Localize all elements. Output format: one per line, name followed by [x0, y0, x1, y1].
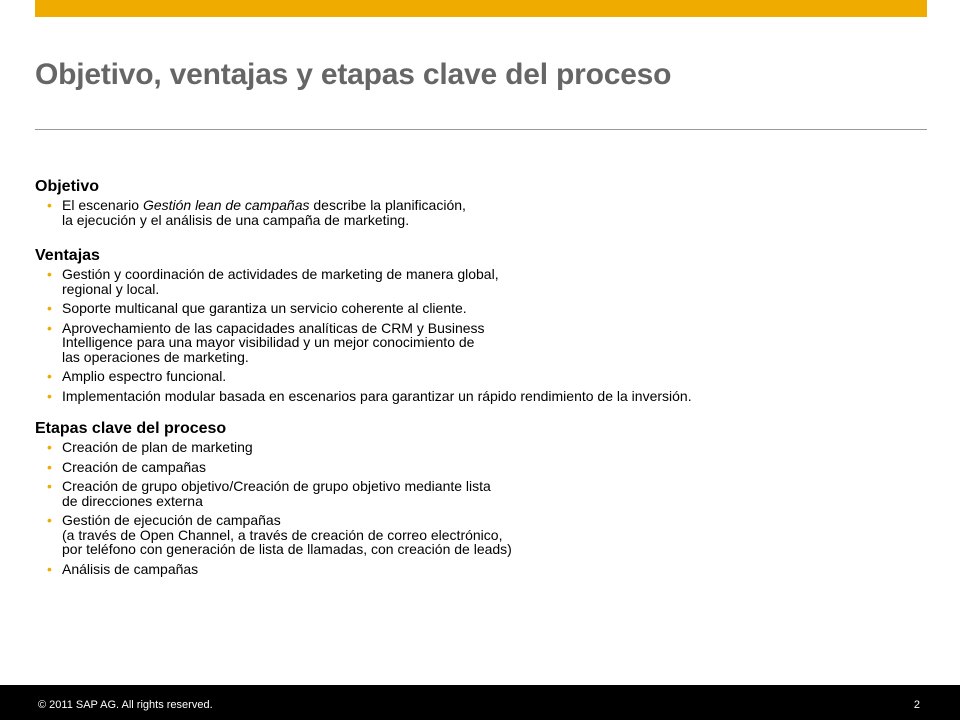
bullet-icon: • — [47, 560, 52, 577]
item-text: describe la planificación, la ejecución y el análisis de una campaña de marketing. — [62, 197, 466, 228]
list-item — [35, 479, 915, 508]
bullet-icon: • — [47, 300, 52, 316]
list-item — [35, 198, 915, 227]
bullet-list — [35, 198, 915, 227]
list-item — [35, 513, 915, 557]
item-text: Amplio espectro funcional. — [62, 368, 227, 384]
bullet-icon: • — [47, 387, 52, 404]
list-item — [35, 321, 915, 365]
item-text: Soporte multicanal que garantiza un servicio coherente al cliente. — [62, 300, 467, 316]
bullet-list — [35, 440, 915, 576]
title-divider — [35, 129, 927, 130]
bullet-icon: • — [47, 512, 52, 528]
bullet-icon: • — [47, 478, 52, 494]
list-item — [35, 389, 915, 404]
bullet-icon: • — [47, 197, 52, 213]
copyright-notice: © 2011 SAP AG. All rights reserved. — [38, 699, 213, 711]
item-text: Aprovechamiento de las capacidades analíticas de CRM y Business Intelligence para una mayor visibilidad y un mejor conocimiento de las operaciones de marketing. — [62, 319, 485, 365]
list-item — [35, 369, 915, 384]
bullet-icon: • — [47, 458, 52, 475]
section-heading: Ventajas — [35, 247, 100, 264]
page-number: 2 — [913, 699, 920, 711]
list-item — [35, 460, 915, 475]
top-accent-bar — [35, 0, 927, 17]
item-text: Implementación modular basada en escenarios para garantizar un rápido rendimiento de la inversión. — [62, 387, 692, 404]
section-objetivo — [35, 177, 915, 227]
list-item — [35, 267, 915, 296]
bullet-icon: • — [47, 266, 52, 282]
list-item — [35, 562, 915, 577]
item-text: Creación de grupo objetivo/Creación de grupo objetivo mediante lista de direcciones externa — [62, 478, 491, 509]
bullet-icon: • — [47, 319, 52, 336]
bullet-icon: • — [47, 368, 52, 384]
list-item — [35, 301, 915, 316]
section-ventajas — [35, 246, 915, 403]
item-text: Gestión y coordinación de actividades de marketing de manera global, regional y local. — [62, 266, 499, 297]
section-heading: Objetivo — [35, 178, 100, 195]
item-text: Gestión de ejecución de campañas (a través de Open Channel, a través de creación de correo electrónico, por teléfono con generación de lista de llamadas, con creación de leads) — [62, 512, 512, 557]
item-text: Creación de campañas — [62, 458, 206, 475]
bullet-list — [35, 267, 915, 403]
bullet-icon: • — [47, 439, 52, 455]
section-heading: Etapas clave del proceso — [35, 420, 227, 437]
slide-content — [35, 177, 915, 592]
scenario-name: Gestión lean de campañas — [142, 197, 310, 213]
item-text: El escenario — [62, 197, 143, 213]
item-text: Creación de plan de marketing — [62, 439, 253, 455]
section-etapas-clave — [35, 419, 915, 576]
slide-title: Objetivo, ventajas y etapas clave del proceso — [35, 58, 672, 91]
item-text: Análisis de campañas — [62, 560, 199, 577]
footer-bar — [0, 685, 960, 720]
list-item — [35, 440, 915, 455]
